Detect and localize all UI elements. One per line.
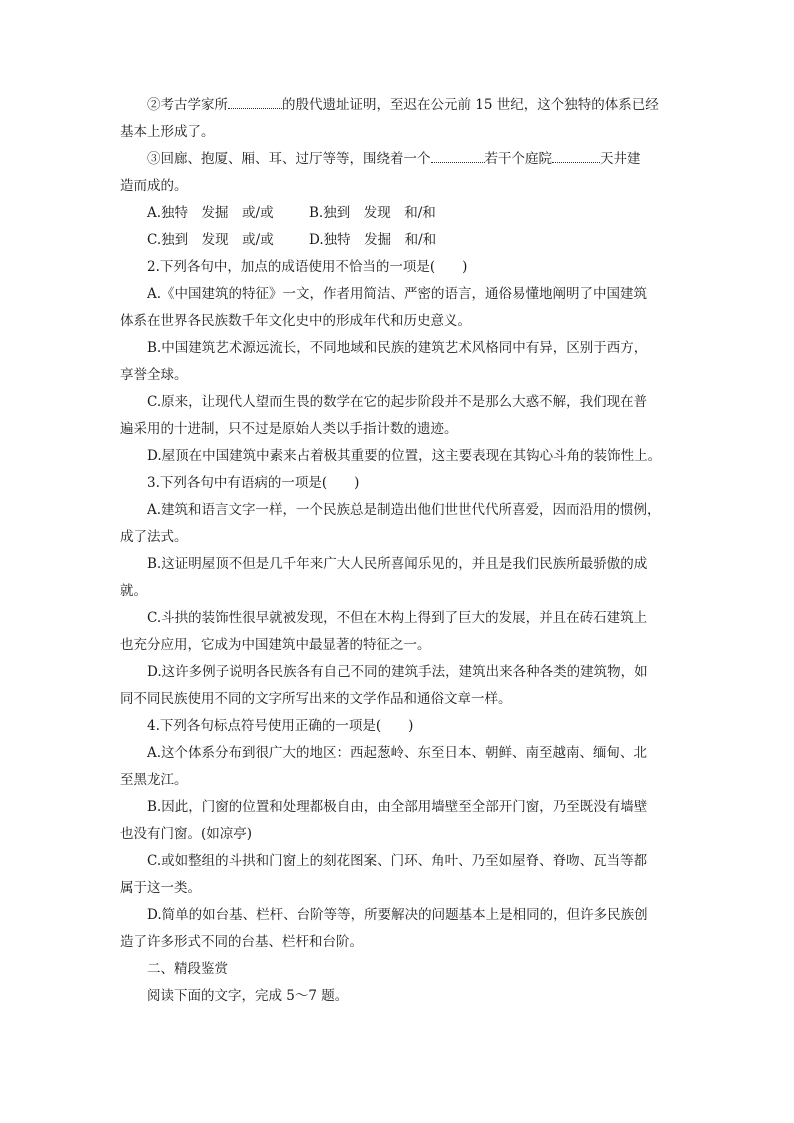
q4-stem: 4.下列各句标点符号使用正确的一项是( ) — [147, 718, 414, 734]
q2-stem: 2.下列各句中，加点的成语使用不恰当的一项是( ) — [147, 259, 468, 275]
q3-option-b-cont: 就。 — [120, 583, 147, 599]
q2-option-b-cont: 享誉全球。 — [120, 367, 188, 383]
q1-item2-line1: ②考古学家所 的殷代遗址证明，至迟在公元前 15 世纪，这个独特的体系已经 — [120, 92, 680, 119]
q4-option-b-cont: 也没有门窗。(如凉亭) — [120, 826, 253, 842]
q2-option-a: A.《中国建筑的特征》一文，作者用简洁、严密的语言，通俗易懂地阐明了中国建筑 — [147, 286, 648, 302]
q3-option-a: A.建筑和语言文字一样，一个民族总是制造出他们世世代代所喜爱，因而沿用的惯例， — [147, 502, 661, 518]
q1-options-row2 — [120, 227, 680, 254]
q4-option-d-cont: 造了许多形式不同的台基、栏杆和台阶。 — [120, 934, 363, 950]
q3-option-d-cont: 同不同民族使用不同的文字所写出来的文学作品和通俗文章一样。 — [120, 691, 512, 707]
q1-item3-line1: ③回廊、抱厦、厢、耳、过厅等等，围绕着一个 若干个庭院 天井建 — [120, 146, 680, 173]
q1-option-b: B.独到 发现 和/和 — [309, 205, 436, 221]
q2-option-a-cont: 体系在世界各民族数千年文化史中的形成年代和历史意义。 — [120, 313, 471, 329]
section-heading: 二、精段鉴赏 — [147, 961, 228, 977]
q2-option-d: D.屋顶在中国建筑中素来占着极其重要的位置，这主要表现在其钩心斗角的装饰性上。 — [147, 448, 662, 464]
q4-option-c-cont: 属于这一类。 — [120, 880, 201, 896]
q4-option-a: A.这个体系分布到很广大的地区：西起葱岭、东至日本、朝鲜、南至越南、缅甸、北 — [147, 745, 648, 761]
q4-option-c: C.或如整组的斗拱和门窗上的刻花图案、门环、角叶、乃至如屋脊、脊吻、瓦当等都 — [147, 853, 648, 869]
q1-item2-line2: 基本上形成了。 — [120, 124, 215, 140]
q2-option-c: C.原来，让现代人望而生畏的数学在它的起步阶段并不是那么大惑不解，我们现在普 — [147, 394, 648, 410]
q2-option-b: B.中国建筑艺术源远流长，不同地域和民族的建筑艺术风格同中有异，区别于西方， — [147, 340, 648, 356]
fill-blank — [431, 146, 485, 163]
q3-option-a-cont: 成了法式。 — [120, 529, 188, 545]
q2-option-c-cont: 遍采用的十进制，只不过是原始人类以手指计数的遗迹。 — [120, 421, 458, 437]
q3-option-c-cont: 也充分应用，它成为中国建筑中最显著的特征之一。 — [120, 637, 431, 653]
q4-option-b: B.因此，门窗的位置和处理都极自由，由全部用墙壁至全部开门窗，乃至既没有墙壁 — [147, 799, 648, 815]
q3-option-d: D.这许多例子说明各民族各有自己不同的建筑手法，建筑出来各种各类的建筑物，如 — [147, 664, 648, 680]
document-body — [120, 92, 680, 1010]
fill-blank — [228, 92, 282, 109]
section-intro: 阅读下面的文字，完成 5～7 题。 — [147, 988, 349, 1004]
q3-option-c: C.斗拱的装饰性很早就被发现，不但在木构上得到了巨大的发展，并且在砖石建筑上 — [147, 610, 648, 626]
q1-item3-line2: 造而成的。 — [120, 178, 188, 194]
q4-option-a-cont: 至黑龙江。 — [120, 772, 188, 788]
q1-option-a: A.独特 发掘 或/或 — [147, 205, 274, 221]
q1-options-row1 — [120, 200, 680, 227]
q1-option-d: D.独特 发掘 和/和 — [309, 232, 437, 248]
q4-option-d: D.简单的如台基、栏杆、台阶等等，所要解决的问题基本上是相同的，但许多民族创 — [147, 907, 648, 923]
q3-option-b: B.这证明屋顶不但是几千年来广大人民所喜闻乐见的，并且是我们民族所最骄傲的成 — [147, 556, 648, 572]
fill-blank — [552, 146, 600, 163]
q1-option-c: C.独到 发现 或/或 — [147, 232, 274, 248]
q3-stem: 3.下列各句中有语病的一项是( ) — [147, 475, 360, 491]
